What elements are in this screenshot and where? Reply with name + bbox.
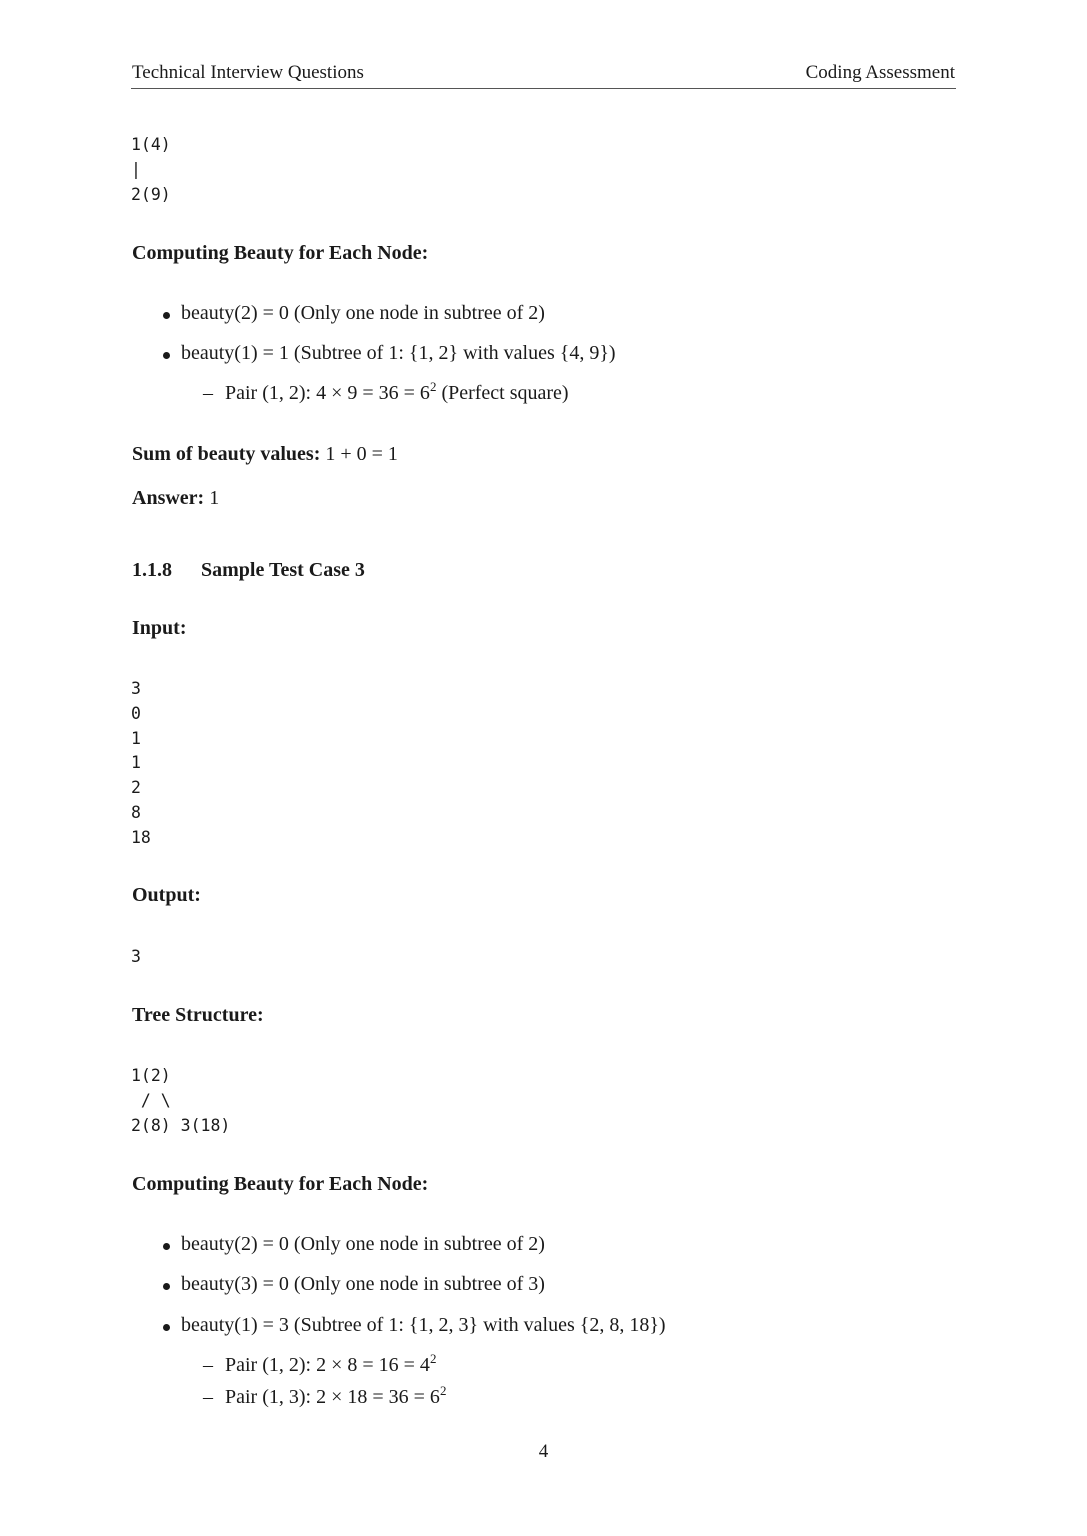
- tree-structure-label: Tree Structure:: [132, 1004, 264, 1026]
- bullet-dot: [163, 352, 170, 359]
- bullet-item: beauty(1) = 3 (Subtree of 1: {1, 2, 3} with values {2, 8, 18}): [181, 1314, 666, 1336]
- beauty-heading-case3: Computing Beauty for Each Node:: [132, 1173, 429, 1195]
- sub-bullet-item: Pair (1, 3): $2 \times 18 = 36 = 6^2$: [225, 1383, 447, 1408]
- sub-bullet-dash: –: [203, 1354, 213, 1376]
- bullet-item: beauty(2) = 0 (Only one node in subtree of 2): [181, 1233, 545, 1255]
- header-left-title: Technical Interview Questions: [132, 62, 364, 83]
- sub-bullet-dash: –: [203, 1386, 213, 1408]
- tree-diagram-case3: 1(2) / \ 2(8) 3(18): [131, 1066, 231, 1135]
- sub-bullet-item: Pair (1, 2): $4 \times 9 = 36 = 6^2$ (Perfect square): [225, 379, 569, 404]
- sum-line: Sum of beauty values: 1 + 0 = 1: [132, 443, 398, 465]
- subsection-title: Sample Test Case 3: [201, 559, 365, 581]
- page-number: 4: [538, 1441, 549, 1462]
- answer-line: Answer: 1: [132, 487, 220, 509]
- input-label: Input:: [132, 617, 187, 639]
- bullet-dot: [163, 1283, 170, 1290]
- input-code-block: 3 0 1 1 2 8 18: [131, 679, 151, 847]
- bullet-item: beauty(3) = 0 (Only one node in subtree of 3): [181, 1273, 545, 1295]
- bullet-dot: [163, 1324, 170, 1331]
- subsection-number: 1.1.8: [132, 559, 172, 581]
- header-rule: [131, 88, 956, 89]
- beauty-heading-case2: Computing Beauty for Each Node:: [132, 242, 429, 264]
- output-label: Output:: [132, 884, 201, 906]
- sub-bullet-dash: –: [203, 382, 213, 404]
- tree-diagram-case2: 1(4) | 2(9): [131, 135, 171, 204]
- bullet-item: beauty(1) = 1 (Subtree of 1: {1, 2} with values {4, 9}): [181, 342, 616, 364]
- header-right-title: Coding Assessment: [805, 62, 955, 83]
- sub-bullet-item: Pair (1, 2): $2 \times 8 = 16 = 4^2$: [225, 1351, 437, 1376]
- output-code-block: 3: [131, 947, 141, 966]
- bullet-item: beauty(2) = 0 (Only one node in subtree of 2): [181, 302, 545, 324]
- bullet-dot: [163, 312, 170, 319]
- bullet-dot: [163, 1243, 170, 1250]
